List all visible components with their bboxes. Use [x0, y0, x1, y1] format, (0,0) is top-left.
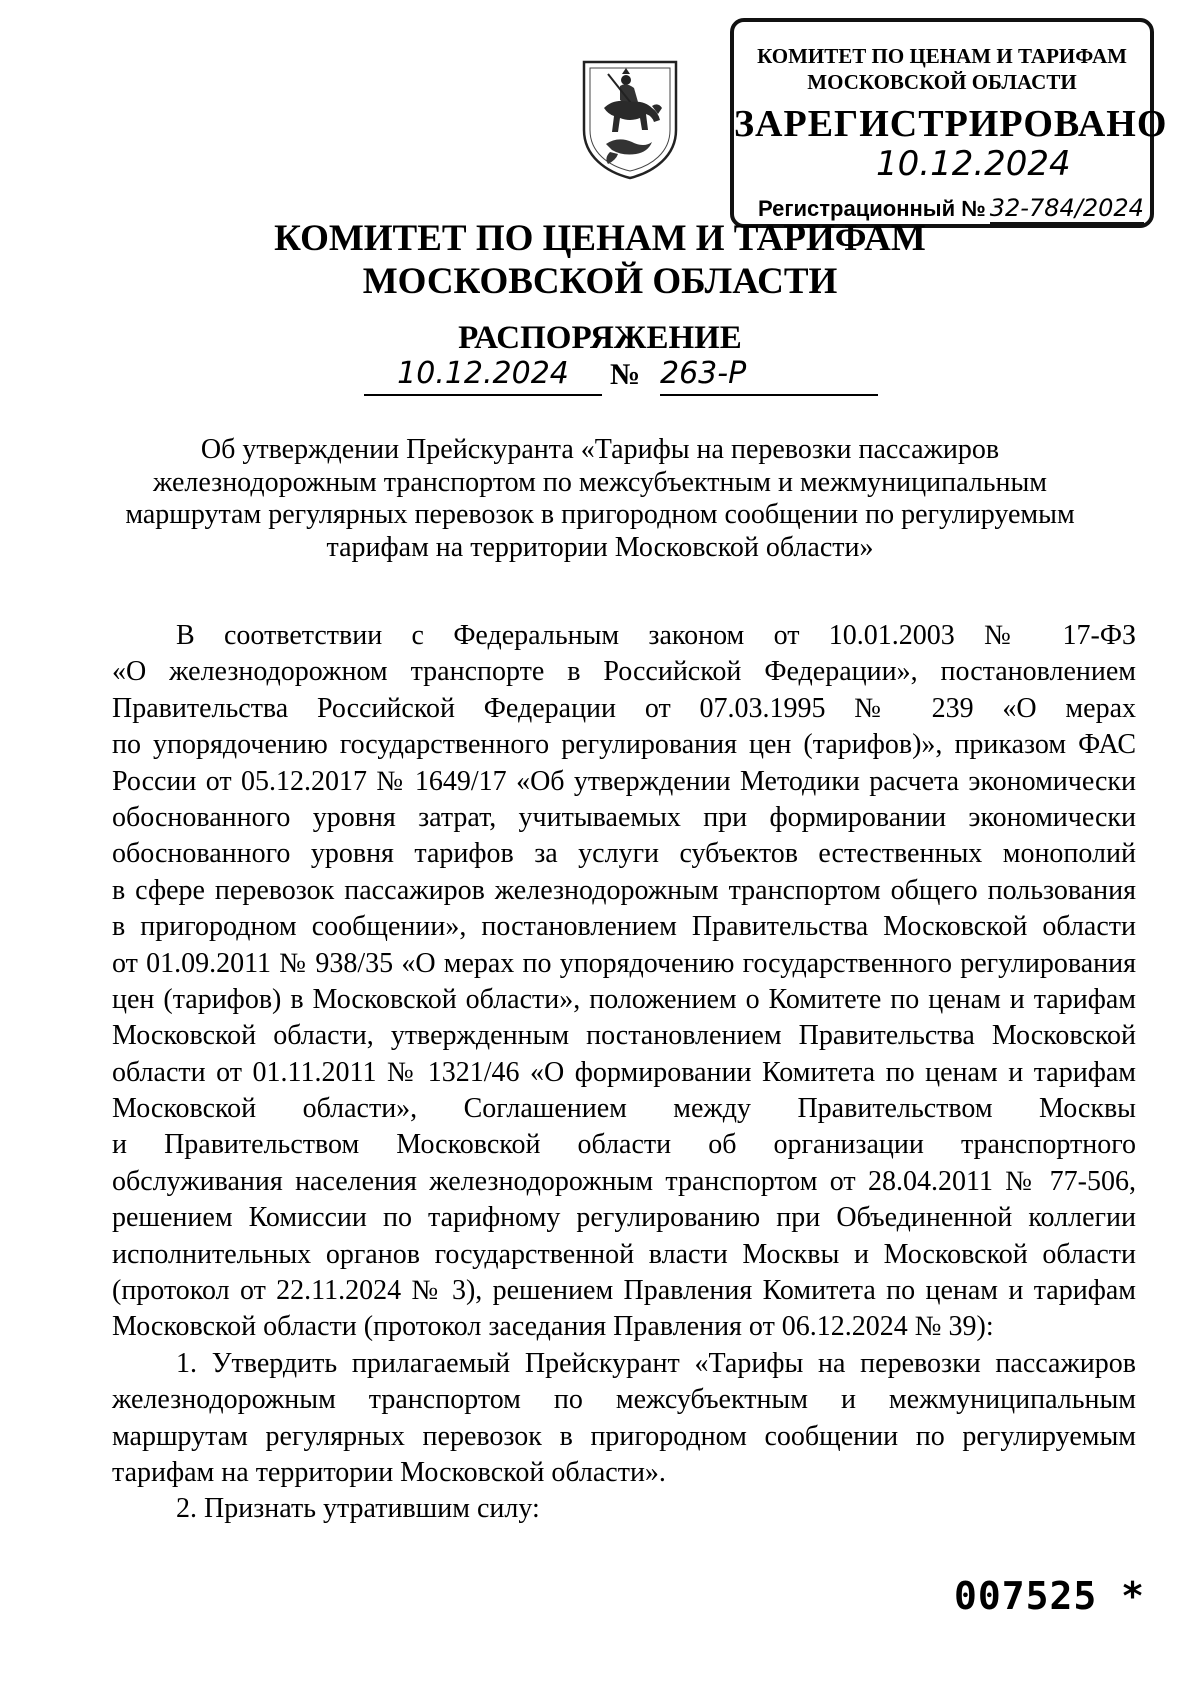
body-line: «О железнодорожном транспорте в Российской Федерации», постановлением — [112, 656, 1136, 688]
body-line: обслуживания населения железнодорожным транспортом от 28.04.2011 № 77-506, — [112, 1165, 1136, 1197]
body-line: Московской области», Соглашением между Правительством Москвы — [112, 1093, 1136, 1125]
stamp-org-line2: МОСКОВСКОЙ ОБЛАСТИ — [807, 70, 1077, 94]
document-number: 263-Р — [660, 356, 878, 396]
body-line: (протокол от 22.11.2024 № 3), решением Правления Комитета по ценам и тарифам — [112, 1275, 1136, 1307]
body-line: решением Комиссии по тарифному регулированию при Объединенной коллегии — [112, 1202, 1136, 1234]
subject-line: тарифам на территории Московской области» — [326, 531, 874, 563]
body-line: маршрутам регулярных перевозок в пригородном сообщении по регулируемым — [112, 1420, 1136, 1452]
coat-of-arms-icon — [570, 52, 690, 182]
organization-name-line2: МОСКОВСКОЙ ОБЛАСТИ — [362, 261, 838, 302]
body-line: 2. Признать утратившим силу: — [176, 1493, 540, 1525]
body-line: России от 05.12.2017 № 1649/17 «Об утверждении Методики расчета экономически — [112, 765, 1136, 797]
registration-stamp — [730, 18, 1168, 228]
body-line: Московской области (протокол заседания Правления от 06.12.2024 № 39): — [112, 1311, 994, 1343]
body-line: тарифам на территории Московской области». — [112, 1456, 666, 1488]
body-line: железнодорожным транспортом по межсубъектным и межмуниципальным — [112, 1384, 1136, 1416]
body-line: исполнительных органов государственной власти Москвы и Московской области — [112, 1238, 1136, 1270]
body-line: цен (тарифов) в Московской области», положением о Комитете по ценам и тарифам — [112, 983, 1136, 1015]
organization-name-line1: КОМИТЕТ ПО ЦЕНАМ И ТАРИФАМ — [274, 218, 926, 259]
stamp-status: ЗАРЕГИСТРИРОВАНО — [734, 103, 1168, 145]
body-line: В соответствии с Федеральным законом от 10.01.2003 № 17-ФЗ — [176, 620, 1136, 651]
document-date-number — [364, 352, 878, 400]
document-body — [112, 618, 1136, 1528]
body-line: Московской области, утвержденным постановлением Правительства Московской — [112, 1020, 1136, 1052]
body-line: обоснованного уровня тарифов за услуги субъектов естественных монополий — [112, 838, 1136, 870]
stamp-org-line1: КОМИТЕТ ПО ЦЕНАМ И ТАРИФАМ — [757, 44, 1127, 68]
body-line: в пригородном сообщении», постановлением Правительства Московской области — [112, 911, 1136, 943]
body-line: Правительства Российской Федерации от 07.03.1995 № 239 «О мерах — [112, 692, 1136, 724]
body-line: от 01.09.2011 № 938/35 «О мерах по упорядочению государственного регулирования — [112, 947, 1136, 979]
body-line: и Правительством Московской области об организации транспортного — [112, 1129, 1136, 1161]
number-label: № — [610, 358, 641, 391]
body-line: области от 01.11.2011 № 1321/46 «О формировании Комитета по ценам и тарифам — [112, 1056, 1136, 1088]
stamp-date: 10.12.2024 — [876, 144, 1071, 184]
document-date: 10.12.2024 — [364, 356, 602, 396]
body-line: по упорядочению государственного регулирования цен (тарифов)», приказом ФАС — [112, 729, 1136, 761]
body-line: в сфере перевозок пассажиров железнодорожным транспортом общего пользования — [112, 874, 1136, 906]
document-type: РАСПОРЯЖЕНИЕ — [458, 320, 742, 356]
body-line: обоснованного уровня затрат, учитываемых при формировании экономически — [112, 801, 1136, 833]
subject-line: железнодорожным транспортом по межсубъектным и межмуниципальным — [152, 466, 1048, 498]
stamp-reg-number: 32-784/2024 — [989, 194, 1144, 222]
serial-number: 007525 * — [954, 1574, 1146, 1618]
stamp-reg-label: Регистрационный № — [758, 196, 986, 221]
subject-line: маршрутам регулярных перевозок в пригородном сообщении по регулируемым — [125, 499, 1075, 530]
document-subject — [100, 434, 1100, 564]
subject-line: Об утверждении Прейскуранта «Тарифы на перевозки пассажиров — [200, 434, 1000, 465]
body-line: 1. Утвердить прилагаемый Прейскурант «Тарифы на перевозки пассажиров — [176, 1347, 1136, 1379]
